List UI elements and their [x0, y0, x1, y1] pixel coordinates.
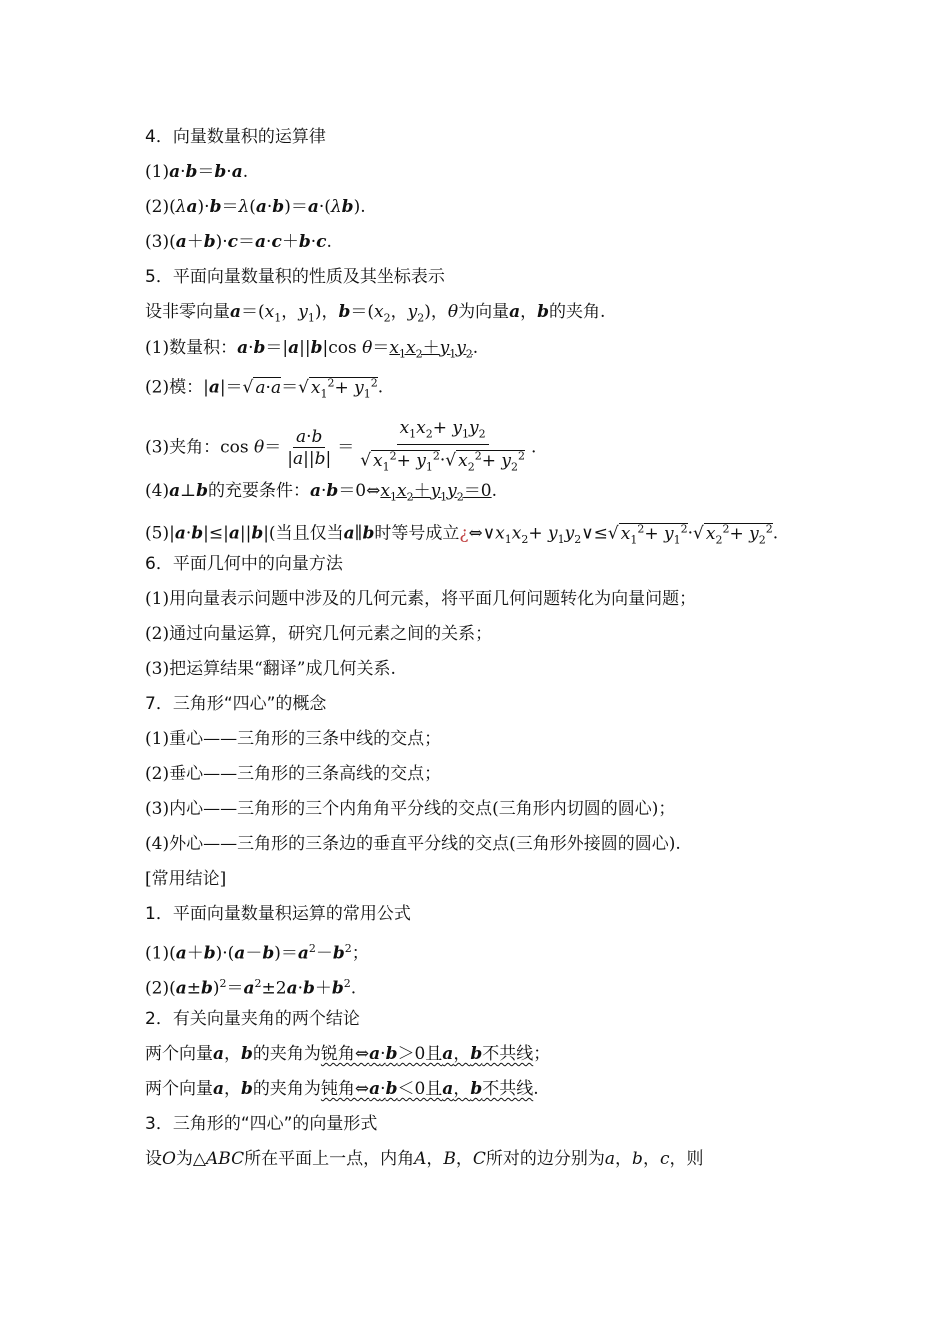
- s4-item-2: (2)(λa)·b＝λ(a·b)＝a·(λb).: [145, 197, 366, 217]
- s4-item-1: (1)a·b＝b·a.: [145, 162, 249, 182]
- s7-item-2: (2)垂心——三角形的三条高线的交点；: [145, 764, 442, 784]
- s4-item-3: (3)(a＋b)·c＝a·c＋b·c.: [145, 232, 332, 252]
- s6-item-2: (2)通过向量运算，研究几何元素之间的关系；: [145, 624, 493, 644]
- conclusion-1-title: 1．平面向量数量积运算的常用公式: [145, 904, 411, 924]
- section-7-title: 7．三角形“四心”的概念: [145, 694, 327, 714]
- conclusion-2-title: 2．有关向量夹角的两个结论: [145, 1009, 360, 1029]
- c1-item-2: $(2)(a\pm b)^2=a^2\pm 2a\cdot b+b^2$.: [145, 977, 357, 999]
- s7-item-1: (1)重心——三角形的三条中线的交点；: [145, 729, 442, 749]
- section-5-title: 5．平面向量数量积的性质及其坐标表示: [145, 267, 445, 287]
- s7-item-3: (3)内心——三角形的三个内角角平分线的交点(三角形内切圆的圆心)；: [145, 799, 676, 819]
- s5-intro: 设非零向量$a=(x_1$，$y_1$)，$b=(x_2$，$y_2$)，θ为向量a，b的夹角.: [145, 302, 606, 325]
- s5-item-5: (5)|a·b|≤|a||b|(当且仅当a∥b时等号成立¿$\Leftrightarrow\vee x_1x_2+$ $y_1y_2\vee\le√$ $x_1^2+ y_1^2\cdot√$ $x_2^2+ y_2^2$.: [145, 522, 779, 547]
- s5-item-3: (3)夹角：cos θ＝ $\frac{a\cdot b}{|a||b|}$ ＝ $\frac{x_1x_2+ y_1y_2}{√ x_1^2+ y_1^2\cdot√ x_2^2+ y_2^2}$ .: [145, 418, 537, 474]
- s7-item-4: (4)外心——三角形的三条边的垂直平分线的交点(三角形外接圆的圆心).: [145, 834, 681, 854]
- section-6-title: 6．平面几何中的向量方法: [145, 554, 343, 574]
- conclusion-3-title: 3．三角形的“四心”的向量形式: [145, 1114, 378, 1134]
- c1-item-1: $(1)(a+b)\cdot(a-b)=a^2-b^2$；: [145, 942, 369, 964]
- c3-intro: 设O为△ABC所在平面上一点，内角A，B，C所对的边分别为a，b，c，则: [145, 1149, 704, 1169]
- section-4-title: 4．向量数量积的运算律: [145, 127, 326, 147]
- c2-item-2: 两个向量a，b的夹角为钝角⇔a·b＜0且a，b不共线.: [145, 1079, 539, 1099]
- c2-item-1: 两个向量a，b的夹角为锐角⇔a·b＞0且a，b不共线；: [145, 1044, 551, 1064]
- s6-item-3: (3)把运算结果“翻译”成几何关系.: [145, 659, 396, 679]
- s5-item-2: (2)模：|a|＝√ a·a＝√ $x_1^2+ y_1^2$.: [145, 376, 384, 401]
- common-conclusions-heading: [常用结论]: [145, 869, 227, 889]
- s5-item-4: (4)a⊥b的充要条件：$a\cdot b=0\Leftrightarrow x_1x_2+y_1y_2=0$.: [145, 481, 498, 504]
- s6-item-1: (1)用向量表示问题中涉及的几何元素，将平面几何问题转化为向量问题；: [145, 589, 697, 609]
- s5-item-1: (1)数量积：a·b＝|a||b|cos $\theta=x_1x_2+y_1y_2$.: [145, 338, 479, 361]
